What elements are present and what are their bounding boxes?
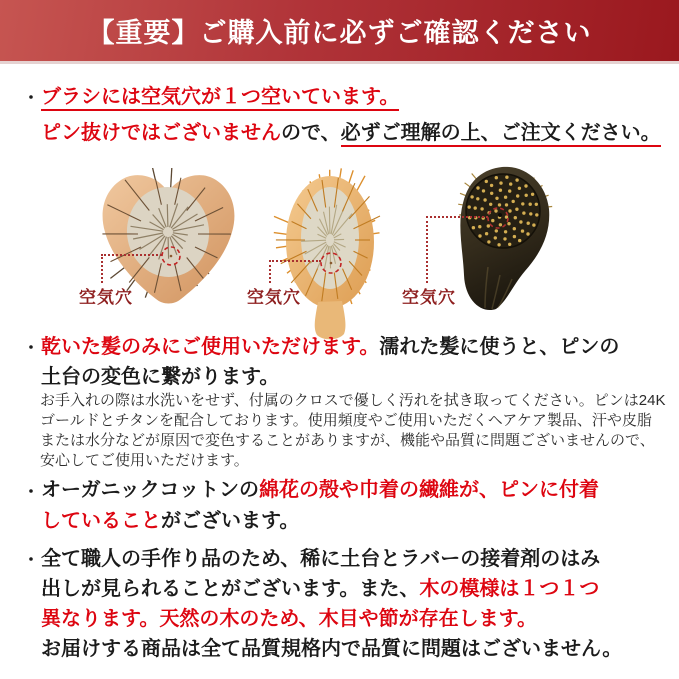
- text-segment: 異なります。天然の木のため、木目や節が存在します。: [41, 608, 537, 630]
- text-segment: 木の模様は１つ１つ: [419, 578, 600, 600]
- bullet-line: [41, 604, 622, 634]
- text-segment: 濡れた髪に使うと、ピンの: [379, 336, 620, 358]
- text-segment: 土台の変色に繋がります。: [41, 366, 280, 388]
- banner-title: 【重要】ご購入前に必ずご確認ください: [87, 18, 592, 48]
- text-segment: 綿花の殻や巾着の繊維が、ピンに付着: [259, 479, 599, 501]
- leader-line: [426, 216, 428, 283]
- note-line: ゴールドとチタンを配合しております。使用頻度やご使用いただくヘアケア製品、汗や皮脂: [40, 412, 652, 429]
- bullet-line: [41, 506, 599, 537]
- note-line: お手入れの際は水洗いをせず、付属のクロスで優しく汚れを拭き取ってください。ピンは24K: [40, 392, 666, 409]
- leader-line: [269, 260, 321, 262]
- oval-brush-image: [268, 160, 393, 342]
- text-segment: オーガニックコットンの: [41, 479, 259, 501]
- care-note: [40, 391, 666, 471]
- cushion-pad: [466, 174, 540, 248]
- bullet-line: [41, 79, 661, 115]
- bullet-handmade-wood: [23, 544, 622, 664]
- bullet-marker: ・: [23, 552, 40, 569]
- text-segment: 乾いた髪のみにご使用いただけます。: [41, 336, 380, 358]
- air-hole-label: 空気穴: [79, 288, 133, 307]
- bullet-line: [41, 332, 619, 362]
- bullet-line: [41, 115, 661, 151]
- text-segment: していること: [41, 510, 161, 532]
- text-segment: ピン抜けではございません: [41, 122, 281, 144]
- text-segment: ブラシには空気穴が１つ空いています。: [41, 86, 399, 111]
- bullet-line: [41, 574, 622, 604]
- bullet-line: [41, 362, 619, 392]
- important-notice-banner: [0, 0, 679, 61]
- bullet-line: [41, 634, 622, 664]
- note-line: または水分などが原因で変色することがありますが、機能や品質に問題ございませんので、: [40, 432, 655, 449]
- leader-line: [426, 216, 488, 218]
- text-segment: 必ずご理解の上、ご注文ください。: [341, 122, 661, 147]
- air-hole-dot: [170, 255, 173, 258]
- leader-line: [101, 254, 162, 256]
- leader-line: [101, 254, 103, 283]
- bullet-marker: ・: [23, 484, 40, 501]
- text-segment: がございます。: [161, 510, 300, 532]
- text-segment: ので、: [281, 122, 341, 144]
- bullet-line: [41, 475, 599, 506]
- air-hole-dot: [330, 262, 333, 265]
- dark-wood-brush-image: [448, 163, 558, 319]
- bullet-cotton-fiber: [23, 475, 599, 537]
- air-hole-dot: [498, 213, 502, 217]
- note-line: 安心してご使用いただけます。: [40, 452, 249, 469]
- bullet-dry-hair: [23, 332, 619, 392]
- text-segment: お届けする商品は全て品質規格内で品質に問題はございません。: [41, 638, 623, 660]
- bullet-marker: ・: [23, 90, 40, 107]
- bullet-line: [41, 544, 622, 574]
- air-hole-label: 空気穴: [247, 288, 301, 307]
- bullet-air-hole: [23, 79, 661, 151]
- bullet-marker: ・: [23, 340, 40, 357]
- air-hole-label: 空気穴: [402, 288, 456, 307]
- text-segment: 全て職人の手作り品のため、稀に土台とラバーの接着剤のはみ: [41, 548, 601, 570]
- leader-line: [269, 260, 271, 283]
- text-segment: 出しが見られることがございます。また、: [41, 578, 420, 600]
